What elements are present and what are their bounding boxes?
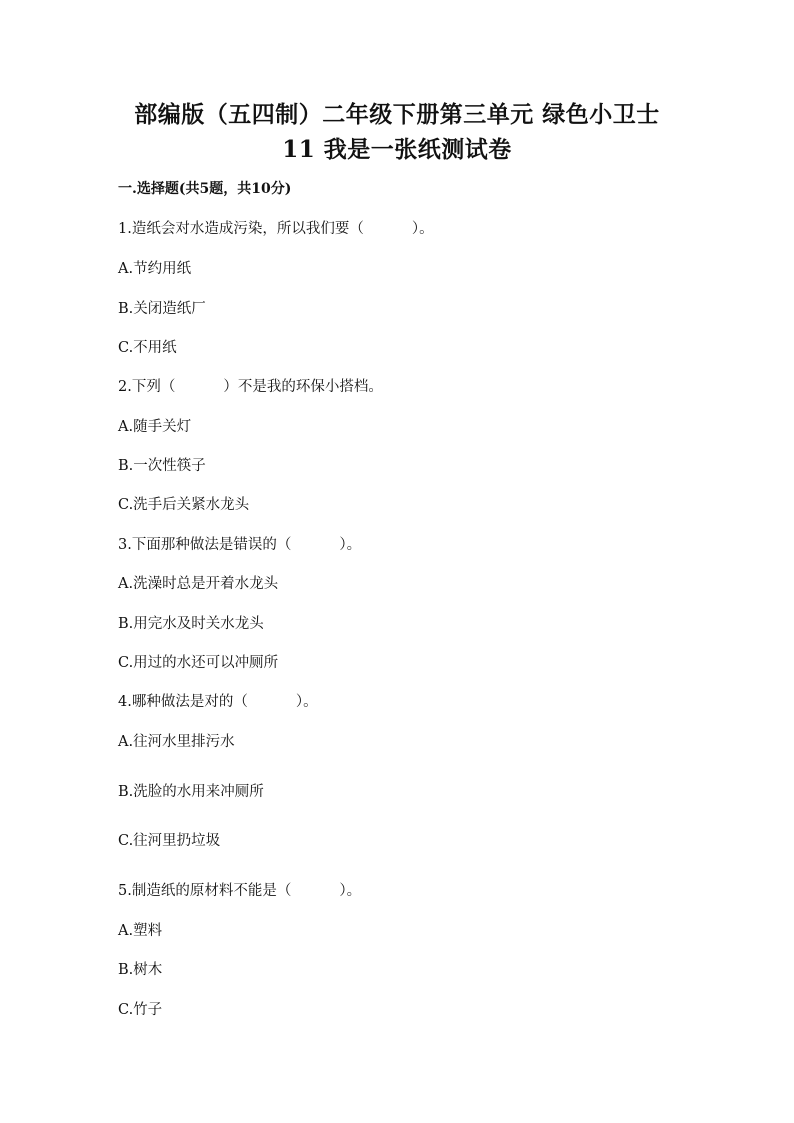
question-1-stem-after: ）。	[411, 221, 434, 237]
question-2-stem	[118, 375, 383, 396]
question-3-stem	[118, 533, 361, 554]
question-5-stem-before: 5.制造纸的原材料不能是（	[118, 883, 292, 899]
question-1-option-b: B.关闭造纸厂	[118, 301, 206, 317]
question-2-stem-after: ）不是我的环保小搭档。	[223, 379, 383, 395]
question-5-stem	[118, 879, 361, 900]
question-4-stem	[118, 690, 318, 711]
question-4-stem-before: 4.哪种做法是对的（	[118, 694, 248, 710]
question-4-option-b: B.洗脸的水用来冲厕所	[118, 784, 264, 800]
question-3-option-b: B.用完水及时关水龙头	[118, 616, 264, 632]
page-title-line-1: 部编版（五四制）二年级下册第三单元 绿色小卫士	[134, 101, 660, 128]
question-1-stem	[118, 217, 434, 238]
question-4-option-c: C.往河里扔垃圾	[118, 833, 221, 849]
question-5-option-a: A.塑料	[118, 923, 163, 939]
question-3-stem-after: ）。	[339, 537, 362, 553]
question-4-option-a: A.往河水里排污水	[118, 734, 235, 750]
question-3-option-c: C.用过的水还可以冲厕所	[118, 655, 279, 671]
question-2-option-b: B.一次性筷子	[118, 458, 206, 474]
page-title-line-2: 11 我是一张纸测试卷	[282, 136, 512, 163]
question-1-option-a: A.节约用纸	[118, 261, 192, 277]
question-5-option-c: C.竹子	[118, 1002, 163, 1018]
question-2-option-c: C.洗手后关紧水龙头	[118, 497, 250, 513]
section-heading: 一.选择题(共5题，共10分)	[118, 181, 292, 197]
question-2-stem-before: 2.下列（	[118, 379, 176, 395]
question-3-stem-before: 3.下面那种做法是错误的（	[118, 537, 292, 553]
question-1-stem-before: 1.造纸会对水造成污染，所以我们要（	[118, 221, 364, 237]
question-3-option-a: A.洗澡时总是开着水龙头	[118, 576, 279, 592]
question-2-option-a: A.随手关灯	[118, 419, 192, 435]
question-4-stem-after: ）。	[295, 694, 318, 710]
question-1-option-c: C.不用纸	[118, 340, 177, 356]
question-5-stem-after: ）。	[339, 883, 362, 899]
question-5-option-b: B.树木	[118, 962, 163, 978]
